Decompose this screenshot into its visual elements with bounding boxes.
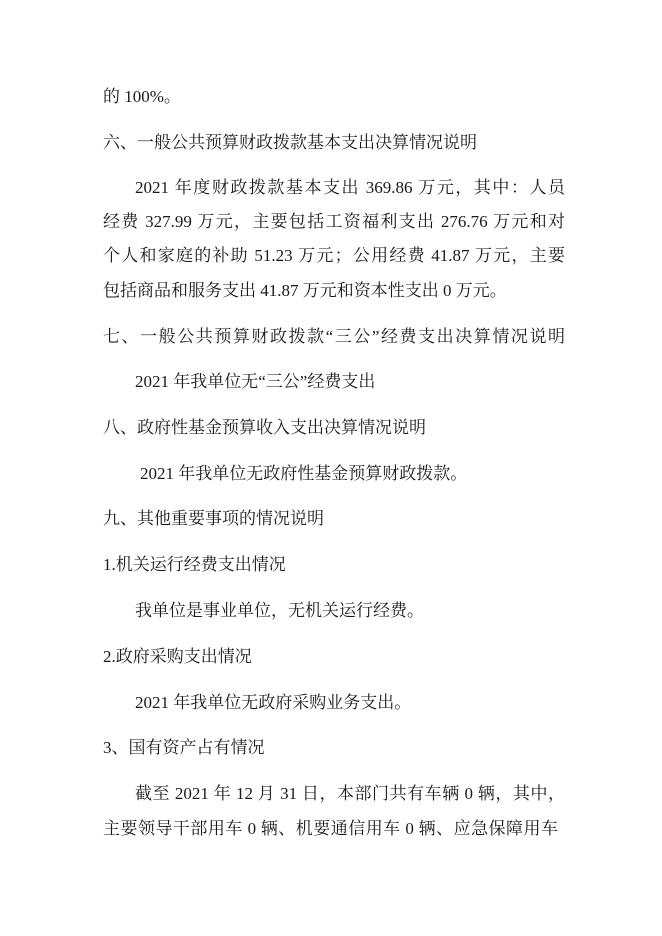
paragraph-6-line-1: 2021 年度财政拨款基本支出 369.86 万元，其中：人员	[135, 178, 565, 197]
subheading-9-3: 3、国有资产占有情况	[103, 738, 265, 757]
section-heading-7: 七、一般公共预算财政拨款“三公”经费支出决算情况说明	[103, 327, 565, 346]
paragraph-8: 2021 年我单位无政府性基金预算财政拨款。	[140, 464, 468, 483]
paragraph-6-line-3: 个人和家庭的补助 51.23 万元；公用经费 41.87 万元，主要	[103, 246, 565, 265]
paragraph-9-1: 我单位是事业单位，无机关运行经费。	[135, 601, 424, 620]
paragraph-6-line-2: 经费 327.99 万元，主要包括工资福利支出 276.76 万元和对	[103, 212, 565, 231]
section-heading-8: 八、政府性基金预算收入支出决算情况说明	[103, 418, 426, 437]
paragraph-9-3-line-2: 主要领导干部用车 0 辆、机要通信用车 0 辆、应急保障用车	[103, 819, 558, 838]
paragraph-continuation: 的 100%。	[103, 87, 181, 106]
paragraph-7: 2021 年我单位无“三公”经费支出	[135, 372, 376, 391]
section-heading-6: 六、一般公共预算财政拨款基本支出决算情况说明	[103, 133, 477, 152]
subheading-9-1: 1.机关运行经费支出情况	[103, 555, 286, 574]
paragraph-9-2: 2021 年我单位无政府采购业务支出。	[135, 693, 412, 712]
section-heading-9: 九、其他重要事项的情况说明	[103, 509, 324, 528]
paragraph-6-line-4: 包括商品和服务支出 41.87 万元和资本性支出 0 万元。	[103, 281, 507, 300]
subheading-9-2: 2.政府采购支出情况	[103, 647, 252, 666]
paragraph-9-3-line-1: 截至 2021 年 12 月 31 日，本部门共有车辆 0 辆，其中，	[135, 784, 565, 803]
